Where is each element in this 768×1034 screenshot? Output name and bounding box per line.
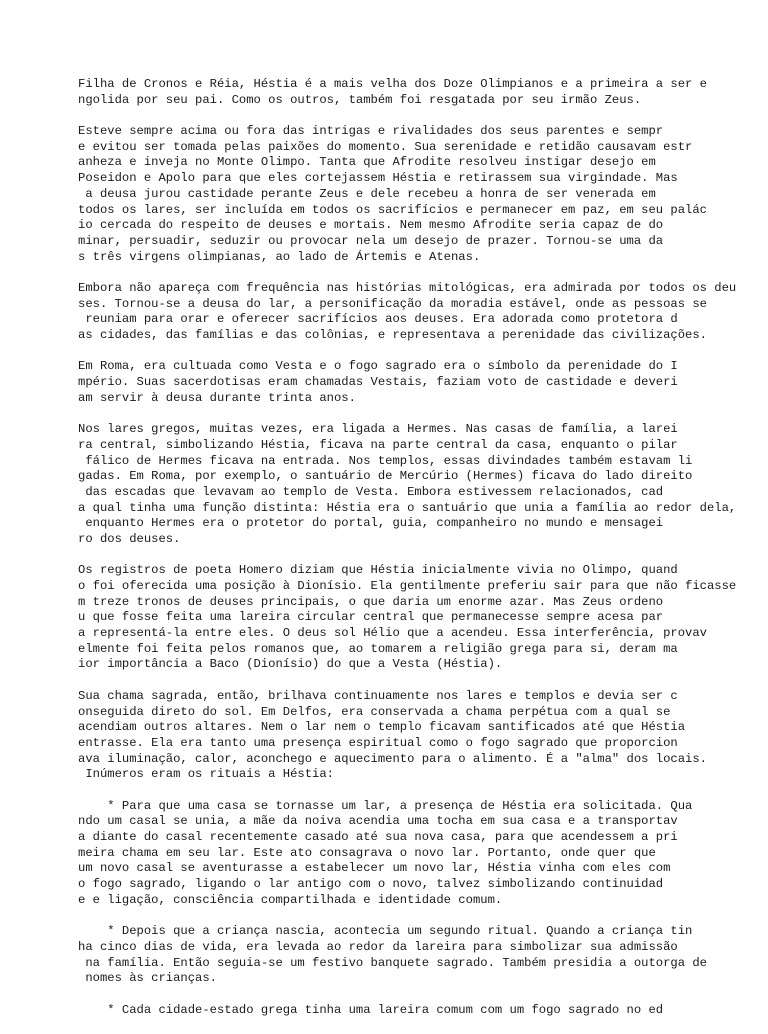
- text-line: Em Roma, era cultuada como Vesta e o fogo sagrado era o símbolo da perenidade do I: [78, 359, 678, 374]
- paragraph: [78, 689, 768, 783]
- text-line: meira chama em seu lar. Este ato consagrava o novo lar. Portanto, onde quer que: [78, 845, 656, 860]
- text-line: * Cada cidade-estado grega tinha uma lareira comum com um fogo sagrado no ed: [78, 1002, 664, 1017]
- text-line: um novo casal se aventurasse a estabelecer um novo lar, Héstia vinha com eles com: [78, 861, 671, 876]
- text-line: ra central, simbolizando Héstia, ficava na parte central da casa, enquanto o pilar: [78, 437, 678, 452]
- paragraph: [78, 124, 768, 265]
- paragraph: [78, 422, 768, 548]
- text-line: nomes às crianças.: [78, 971, 217, 986]
- text-line: * Depois que a criança nascia, acontecia um segundo ritual. Quando a criança tin: [78, 924, 693, 939]
- text-line: as cidades, das famílias e das colônias, e representava a perenidade das civilizações.: [78, 328, 707, 342]
- paragraph: [78, 1003, 768, 1019]
- text-line: na família. Então seguia-se um festivo banquete sagrado. Também presidia a outorga de: [78, 955, 707, 970]
- text-line: a deusa jurou castidade perante Zeus e dele recebeu a honra de ser venerada em: [78, 186, 656, 201]
- text-line: elmente foi feita pelos romanos que, ao tomarem a religião grega para si, deram ma: [78, 641, 678, 656]
- text-line: ngolida por seu pai. Como os outros, também foi resgatada por seu irmão Zeus.: [78, 92, 642, 107]
- paragraph: [78, 563, 768, 673]
- text-line: Os registros de poeta Homero diziam que Héstia inicialmente vivia no Olimpo, quand: [78, 563, 678, 578]
- text-line: ses. Tornou-se a deusa do lar, a personificação da moradia estável, onde as pessoas se: [78, 296, 707, 311]
- text-line: o foi oferecida uma posição à Dionísio. Ela gentilmente preferiu sair para que não ficasse: [78, 579, 737, 593]
- text-line: o fogo sagrado, ligando o lar antigo com o novo, talvez simbolizando continuidad: [78, 877, 664, 892]
- paragraph: [78, 799, 768, 909]
- text-line: Embora não apareça com frequência nas histórias mitológicas, era admirada por todos os deu: [78, 280, 737, 295]
- text-line: Filha de Cronos e Réia, Héstia é a mais velha dos Doze Olimpianos e a primeira a ser e: [78, 77, 707, 91]
- text-line: Poseidon e Apolo para que eles cortejassem Héstia e retirassem sua virgindade. Mas: [78, 171, 678, 186]
- text-line: ior importância a Baco (Dionísio) do que a Vesta (Héstia).: [78, 657, 503, 672]
- text-line: * Para que uma casa se tornasse um lar, a presença de Héstia era solicitada. Qua: [78, 798, 693, 813]
- text-line: mpério. Suas sacerdotisas eram chamadas Vestais, faziam voto de castidade e deveri: [78, 375, 678, 390]
- document-page: [78, 77, 768, 1034]
- text-line: ha cinco dias de vida, era levada ao redor da lareira para simbolizar sua admissão: [78, 939, 678, 954]
- paragraph: [78, 281, 768, 344]
- text-line: entrasse. Ela era tanto uma presença espiritual como o fogo sagrado que proporcion: [78, 735, 678, 750]
- paragraph: [78, 924, 768, 987]
- text-line: anheza e inveja no Monte Olimpo. Tanta que Afrodite resolveu instigar desejo em: [78, 155, 656, 170]
- text-line: u que fosse feita uma lareira circular central que permanecesse sempre acesa par: [78, 610, 664, 625]
- text-line: s três virgens olimpianas, ao lado de Ártemis e Atenas.: [78, 249, 481, 264]
- text-line: Inúmeros eram os rituais a Héstia:: [78, 767, 334, 782]
- text-line: ro dos deuses.: [78, 531, 181, 546]
- text-line: Sua chama sagrada, então, brilhava continuamente nos lares e templos e devia ser c: [78, 688, 678, 703]
- text-line: todos os lares, ser incluída em todos os sacrifícios e permanecer em paz, em seu palác: [78, 202, 707, 217]
- text-line: gadas. Em Roma, por exemplo, o santuário de Mercúrio (Hermes) ficava do lado direito: [78, 469, 693, 484]
- text-line: io cercada do respeito de deuses e mortais. Nem mesmo Afrodite seria capaz de do: [78, 218, 664, 233]
- text-line: das escadas que levavam ao templo de Vesta. Embora estivessem relacionados, cad: [78, 484, 664, 499]
- paragraph: [78, 77, 768, 108]
- text-line: acendiam outros altares. Nem o lar nem o templo ficavam santificados até que Héstia: [78, 720, 686, 735]
- text-line: a diante do casal recentemente casado até sua nova casa, para que acendessem a pri: [78, 830, 678, 844]
- text-line: ava iluminação, calor, aconchego e aquecimento para o alimento. É a "alma" dos locais.: [78, 751, 707, 766]
- text-line: fálico de Hermes ficava na entrada. Nos templos, essas divindades também estavam li: [78, 453, 693, 468]
- text-line: reuniam para orar e oferecer sacrifícios aos deuses. Era adorada como protetora d: [78, 312, 678, 327]
- text-line: e e ligação, consciência compartilhada e identidade comum.: [78, 892, 503, 907]
- text-line: onseguida direto do sol. Em Delfos, era conservada a chama perpétua com a qual se: [78, 704, 671, 719]
- text-line: Nos lares gregos, muitas vezes, era ligada a Hermes. Nas casas de família, a larei: [78, 422, 678, 437]
- text-line: a qual tinha uma função distinta: Héstia era o santuário que unia a família ao redor dela,: [78, 500, 737, 515]
- text-line: minar, persuadir, seduzir ou provocar nela um desejo de prazer. Tornou-se uma da: [78, 233, 664, 248]
- text-line: m treze tronos de deuses principais, o que daria um enorme azar. Mas Zeus ordeno: [78, 594, 664, 609]
- text-line: Esteve sempre acima ou fora das intrigas e rivalidades dos seus parentes e sempr: [78, 124, 664, 139]
- text-line: ndo um casal se unia, a mãe da noiva acendia uma tocha em sua casa e a transportav: [78, 814, 678, 829]
- text-line: a representá-la entre eles. O deus sol Hélio que a acendeu. Essa interferência, provav: [78, 626, 707, 641]
- text-line: enquanto Hermes era o protetor do portal, guia, companheiro no mundo e mensagei: [78, 516, 664, 531]
- text-line: e evitou ser tomada pelas paixões do momento. Sua serenidade e retidão causavam estr: [78, 139, 693, 154]
- text-line: am servir à deusa durante trinta anos.: [78, 390, 356, 405]
- paragraph: [78, 359, 768, 406]
